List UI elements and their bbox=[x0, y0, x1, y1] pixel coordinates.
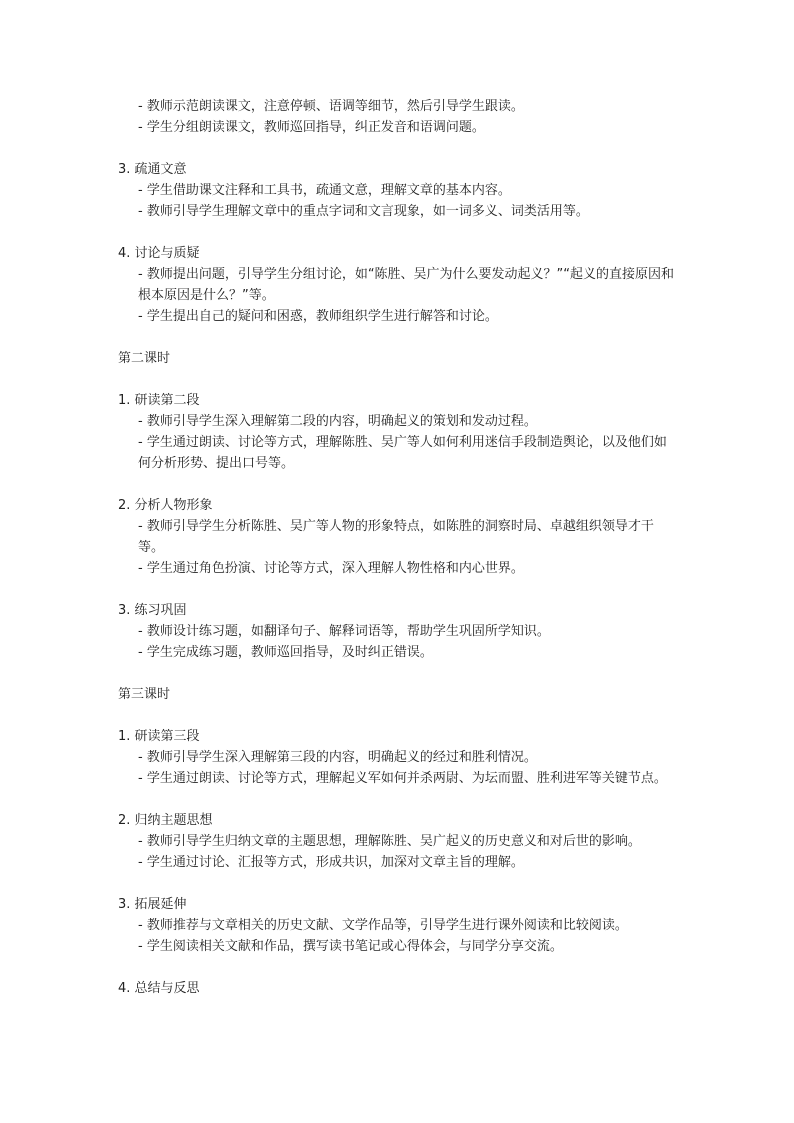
section-heading: 3. 拓展延伸 bbox=[118, 897, 187, 912]
step-text: - 学生阅读相关文献和作品，撰写读书笔记或心得体会，与同学分享交流。 bbox=[138, 939, 563, 954]
section-heading: 2. 分析人物形象 bbox=[118, 498, 213, 513]
section-heading: 1. 研读第三段 bbox=[118, 729, 200, 744]
step-text: - 教师提出问题，引导学生分组讨论，如“陈胜、吴广为什么要发动起义？”“起义的直接原因和根本原因是什么？”等。 bbox=[138, 267, 675, 303]
section-heading: 3. 疏通文意 bbox=[118, 162, 187, 177]
lesson-title: 第三课时 bbox=[118, 687, 171, 702]
step-text: - 学生通过朗读、讨论等方式，理解起义军如何并杀两尉、为坛而盟、胜利进军等关键节点。 bbox=[138, 771, 667, 786]
step-text: - 教师引导学生理解文章中的重点字词和文言现象，如一词多义、词类活用等。 bbox=[138, 204, 589, 219]
step-text: - 学生完成练习题，教师巡回指导，及时纠正错误。 bbox=[138, 645, 433, 660]
step-text: - 教师引导学生分析陈胜、吴广等人物的形象特点，如陈胜的洞察时局、卓越组织领导才干等。 bbox=[138, 519, 654, 555]
lesson-title: 第二课时 bbox=[118, 351, 171, 366]
step-text: - 学生通过角色扮演、讨论等方式，深入理解人物性格和内心世界。 bbox=[138, 561, 524, 576]
step-text: - 学生分组朗读课文，教师巡回指导，纠正发音和语调问题。 bbox=[138, 120, 485, 135]
section-heading: 4. 总结与反思 bbox=[118, 981, 200, 996]
step-text: - 教师推荐与文章相关的历史文献、文学作品等，引导学生进行课外阅读和比较阅读。 bbox=[138, 918, 628, 933]
document-body bbox=[118, 96, 678, 999]
step-text: - 教师设计练习题，如翻译句子、解释词语等，帮助学生巩固所学知识。 bbox=[138, 624, 550, 639]
step-text: - 学生提出自己的疑问和困惑，教师组织学生进行解答和讨论。 bbox=[138, 309, 498, 324]
step-text: - 教师引导学生归纳文章的主题思想，理解陈胜、吴广起义的历史意义和对后世的影响。 bbox=[138, 834, 641, 849]
step-text: - 教师示范朗读课文，注意停顿、语调等细节，然后引导学生跟读。 bbox=[138, 99, 524, 114]
section-heading: 3. 练习巩固 bbox=[118, 603, 187, 618]
step-text: - 教师引导学生深入理解第二段的内容，明确起义的策划和发动过程。 bbox=[138, 414, 537, 429]
step-text: - 学生通过朗读、讨论等方式，理解陈胜、吴广等人如何利用迷信手段制造舆论，以及他们如何分析形势、提出口号等。 bbox=[138, 435, 667, 471]
section-heading: 2. 归纳主题思想 bbox=[118, 813, 213, 828]
step-text: - 学生借助课文注释和工具书，疏通文意，理解文章的基本内容。 bbox=[138, 183, 511, 198]
step-text: - 教师引导学生深入理解第三段的内容，明确起义的经过和胜利情况。 bbox=[138, 750, 537, 765]
section-heading: 1. 研读第二段 bbox=[118, 393, 200, 408]
step-text: - 学生通过讨论、汇报等方式，形成共识，加深对文章主旨的理解。 bbox=[138, 855, 524, 870]
section-heading: 4. 讨论与质疑 bbox=[118, 246, 200, 261]
